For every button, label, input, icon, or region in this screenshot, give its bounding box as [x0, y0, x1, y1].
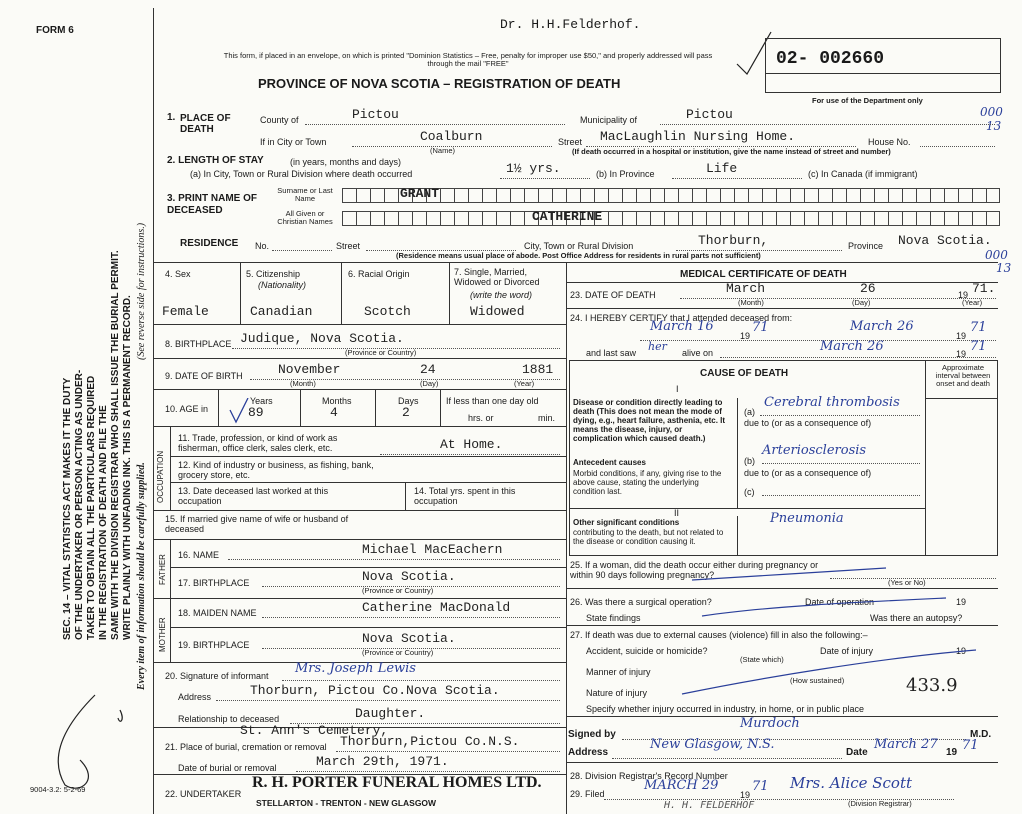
attended-to: March 26 [850, 319, 914, 334]
q27-sustained-hint: (How sustained) [790, 676, 845, 685]
cause-b-value: Arteriosclerosis [762, 443, 867, 458]
father-side-label: FATHER [158, 554, 167, 585]
postal-note: This form, if placed in an envelope, on which is printed "Dominion Statistics – Free, penalty for improper use $50," and properly addressed will pass through the mail "FREE" [223, 51, 713, 68]
dod-year: 71. [972, 281, 996, 296]
q27-strike-line [680, 648, 980, 698]
surname-value: GRANT [400, 186, 440, 201]
medical-header: MEDICAL CERTIFICATE OF DEATH [680, 269, 847, 280]
form-title: PROVINCE OF NOVA SCOTIA – REGISTRATION OF DEATH [258, 76, 621, 91]
other-conditions-value: Pneumonia [770, 511, 844, 526]
father-name-value: Michael MacEachern [362, 542, 503, 557]
father-birthplace-hint: (Province or Country) [362, 586, 434, 595]
md-label: M.D. [970, 729, 992, 740]
side-text-8: (See reverse side for instructions.) [136, 222, 147, 360]
dob-month-hint: (Month) [290, 379, 316, 388]
center-divider [566, 262, 567, 814]
q26-strike-line [700, 596, 950, 620]
cause-c-label: (c) [744, 487, 755, 497]
less-than-day-label: If less than one day old [446, 396, 539, 406]
residence-label: RESIDENCE [180, 238, 239, 249]
other-conditions-label: Other significant conditions [573, 518, 680, 527]
informant-address-value: Thorburn, Pictou Co.Nova Scotia. [250, 683, 500, 698]
q27-nature-label: Nature of injury [586, 688, 648, 698]
racial-label: 6. Racial Origin [348, 269, 410, 279]
q26-label: 26. Was there a surgical operation? [570, 597, 712, 607]
cause-header: CAUSE OF DEATH [700, 368, 789, 379]
attended-from-year-prefix: 19 [740, 331, 751, 341]
q26-autopsy-label: Was there an autopsy? [870, 613, 963, 623]
other-conditions-hint: contributing to the death, but not related to the disease or condition causing it. [573, 528, 724, 546]
filed-year-prefix: 19 [740, 790, 751, 800]
stay-b-label: (b) In Province [596, 169, 655, 179]
attended-to-year-prefix: 19 [956, 331, 967, 341]
cause-part-1: I [676, 384, 679, 394]
county-value: Pictou [352, 107, 399, 122]
municipality-value: Pictou [686, 107, 733, 122]
attended-from: March 16 [650, 319, 714, 334]
q27-which-hint: (State which) [740, 655, 784, 664]
cemetery-value: St. Ann's Cemetery, [240, 723, 389, 738]
last-saw-pronoun: her [648, 340, 667, 353]
mother-side-label: MOTHER [158, 617, 167, 652]
antecedent-label: Antecedent causes [573, 458, 646, 467]
stay-b-value: Life [706, 161, 738, 176]
burial-place-label: 21. Place of burial, cremation or removal [165, 742, 327, 752]
mother-birthplace-hint: (Province or Country) [362, 648, 434, 657]
street-label: Street [558, 137, 583, 147]
attended-to-year: 71 [970, 320, 987, 335]
trade-value: At Home. [440, 437, 503, 452]
hours-label: hrs. or [468, 413, 494, 423]
dept-code-1b: 13 [986, 119, 1002, 133]
burial-date-value: March 29th, 1971. [316, 754, 449, 769]
due-to-label-a: due to (or as a consequence of) [744, 418, 872, 428]
dept-code-2b: 13 [996, 261, 1012, 275]
given-names-value: CATHERINE [532, 209, 603, 224]
surname-label: Surname or Last Name [277, 186, 333, 203]
cause-part-2: II [674, 508, 680, 518]
citizenship-label: 5. Citizenship [246, 269, 301, 279]
doctor-stamp: Dr. H.H.Felderhof. [500, 17, 641, 32]
side-text-3: TAKER TO OBTAIN ALL THE PARTICULARS REQUIRED [86, 375, 97, 640]
given-names-label: All Given or Christian Names [277, 209, 333, 226]
county-label: County of [260, 115, 299, 125]
last-worked-label: 13. Date deceased last worked at this occupation [178, 486, 329, 506]
relationship-value: Daughter. [355, 706, 426, 721]
stay-c-label: (c) In Canada (if immigrant) [808, 169, 918, 179]
dob-year: 1881 [522, 362, 554, 377]
q27-accident-label: Accident, suicide or homicide? [586, 646, 708, 656]
dob-day-hint: (Day) [420, 379, 439, 388]
city-name-hint: (Name) [430, 146, 456, 155]
q27-manner-label: Manner of injury [586, 667, 651, 677]
trade-label: 11. Trade, profession, or kind of work as fisherman, office clerk, sales clerk, etc. [178, 433, 338, 453]
filed-year: 71 [752, 779, 769, 794]
sex-value: Female [162, 304, 209, 319]
q26-year-prefix: 19 [956, 597, 967, 607]
dod-label: 23. DATE OF DEATH [570, 290, 656, 300]
side-text-2: OF THE UNDERTAKER OR PERSON ACTING AS UNDER- [74, 369, 85, 640]
residence-province-value: Nova Scotia. [898, 233, 992, 248]
age-years-value: 89 [248, 405, 264, 420]
interval-label: Approximate interval between onset and death [935, 363, 991, 388]
cause-b-label: (b) [744, 456, 755, 466]
printer-code: 9004-3.2: 5-2-69 [30, 785, 86, 794]
dod-month: March [726, 281, 766, 296]
direct-cause-label: Disease or condition directly leading to death (This does not mean the mode of dying, e.g., heart failure, asthenia, etc. It means the disease, injury, or complication which caused death.) [573, 398, 726, 443]
hospital-note: (If death occurred in a hospital or institution, give the name instead of street and number) [572, 147, 891, 156]
attended-from-year: 71 [752, 320, 769, 335]
city-label: If in City or Town [260, 137, 327, 147]
racial-value: Scotch [364, 304, 411, 319]
minutes-label: min. [538, 413, 556, 423]
residence-no-label: No. [255, 241, 270, 251]
signature-year: 71 [962, 738, 979, 753]
surname-boxes [342, 188, 1000, 203]
total-years-label: 14. Total yrs. spent in this occupation [414, 486, 516, 506]
age-check-mark [228, 398, 250, 424]
birthplace-value: Judique, Nova Scotia. [240, 331, 404, 346]
registration-number-box [765, 38, 1001, 93]
city-value: Coalburn [420, 129, 483, 144]
age-months-value: 4 [330, 405, 338, 420]
birthplace-hint: (Province or Country) [345, 348, 417, 357]
stay-a-value: 1½ yrs. [506, 161, 561, 176]
dod-day-hint: (Day) [852, 298, 871, 307]
age-days-value: 2 [402, 405, 410, 420]
age-label: 10. AGE in [165, 404, 209, 414]
registrar-record-label: 28. Division Registrar's Record Number [570, 771, 728, 781]
form-left-border [153, 8, 154, 814]
cause-a-label: (a) [744, 407, 755, 417]
father-birthplace-label: 17. BIRTHPLACE [178, 578, 250, 588]
cause-code: 433.9 [906, 675, 958, 696]
margin-initial-scrawl [20, 690, 140, 800]
informant-signature: Mrs. Joseph Lewis [295, 661, 416, 676]
registrar-hint: (Division Registrar) [848, 799, 912, 808]
mother-name-value: Catherine MacDonald [362, 600, 511, 615]
dept-code-1: 000 [980, 105, 1003, 119]
registrar-signature: Mrs. Alice Scott [790, 774, 912, 792]
registrar-stamp: H. H. FELDERHOF [664, 800, 755, 811]
stay-a-label: (a) In City, Town or Rural Division where death occurred [190, 169, 413, 179]
occupation-side-label: OCCUPATION [156, 450, 165, 503]
age-days-label: Days [398, 396, 419, 406]
side-text-4: IN THE REGISTRATION OF DEATH AND FILE THE [98, 405, 109, 640]
undertaker-name: R. H. PORTER FUNERAL HOMES LTD. [252, 774, 542, 791]
q26-date-label: Date of operation [805, 597, 875, 607]
industry-label: 12. Kind of industry or business, as fishing, bank, grocery store, etc. [178, 460, 374, 480]
municipality-label: Municipality of [580, 115, 638, 125]
filed-label: 29. Filed [570, 789, 605, 799]
undertaker-towns: STELLARTON - TRENTON - NEW GLASGOW [256, 798, 437, 808]
relationship-label: Relationship to deceased [178, 714, 280, 724]
burial-place-value: Thorburn,Pictou Co.N.S. [340, 734, 520, 749]
signed-by-label: Signed by [568, 729, 616, 740]
q27-label: 27. If death was due to external causes (violence) fill in also the following:– [570, 630, 868, 640]
cause-a-value: Cerebral thrombosis [764, 395, 900, 410]
form-number: FORM 6 [36, 25, 74, 36]
age-years-label: Years [250, 396, 273, 406]
citizenship-hint: (Nationality) [258, 280, 307, 290]
q27-year-prefix: 19 [956, 646, 967, 656]
father-birthplace-value: Nova Scotia. [362, 569, 456, 584]
registration-number: 02- 002660 [776, 49, 885, 69]
filed-date: MARCH 29 [644, 778, 719, 793]
stay-label: 2. LENGTH OF STAY [167, 155, 264, 166]
signature-date: March 27 [874, 737, 938, 752]
place-num: 1. [167, 112, 176, 123]
side-text-6: WRITE PLAINLY WITH UNFADING INK. THIS IS A PERMANENT RECORD. [122, 295, 133, 640]
mother-name-label: 18. MAIDEN NAME [178, 608, 257, 618]
street-value: MacLaughlin Nursing Home. [600, 129, 796, 144]
physician-address: New Glasgow, N.S. [650, 737, 775, 752]
dod-month-hint: (Month) [738, 298, 764, 307]
informant-address-label: Address [178, 692, 212, 702]
marital-label: 7. Single, Married, Widowed or Divorced [454, 267, 540, 287]
sex-label: 4. Sex [165, 269, 191, 279]
q27-specify-label: Specify whether injury occurred in industry, in home, or in public place [586, 704, 864, 714]
citizenship-value: Canadian [250, 304, 313, 319]
marital-value: Widowed [470, 304, 525, 319]
dob-year-hint: (Year) [514, 379, 535, 388]
q25-label: 25. If a woman, did the death occur either during pregnancy or within 90 days following pregnancy? [570, 560, 819, 580]
certify-label: 24. I HEREBY CERTIFY that I attended deceased from: [570, 313, 793, 323]
due-to-label-b: due to (or as a consequence of) [744, 468, 872, 478]
dod-year-hint: (Year) [962, 298, 983, 307]
mother-birthplace-value: Nova Scotia. [362, 631, 456, 646]
dept-code-2: 000 [985, 248, 1008, 262]
department-use-note: For use of the Department only [812, 96, 923, 105]
q26-findings-label: State findings [586, 613, 641, 623]
residence-province-label: Province [848, 241, 884, 251]
dod-year-prefix: 19 [958, 290, 969, 300]
mother-birthplace-label: 19. BIRTHPLACE [178, 640, 250, 650]
section-divider [153, 262, 998, 263]
marital-hint: (write the word) [470, 290, 533, 300]
last-saw-label: and last saw [586, 348, 637, 358]
physician-signature: Murdoch [740, 716, 800, 731]
residence-city-value: Thorburn, [698, 233, 769, 248]
place-label: PLACE OF DEATH [180, 113, 231, 135]
spouse-label: 15. If married give name of wife or husband of deceased [165, 514, 349, 534]
signature-year-prefix: 19 [946, 747, 958, 758]
given-names-boxes [342, 211, 1000, 226]
dob-day: 24 [420, 362, 436, 377]
father-name-label: 16. NAME [178, 550, 220, 560]
burial-date-label: Date of burial or removal [178, 763, 277, 773]
birthplace-label: 8. BIRTHPLACE [165, 339, 232, 349]
dod-day: 26 [860, 281, 876, 296]
deceased-name-label: 3. PRINT NAME OF DECEASED [167, 193, 258, 216]
side-text-7: Every item of information should be carefully supplied. [136, 462, 147, 690]
house-no-label: House No. [868, 137, 911, 147]
residence-street-label: Street [336, 241, 361, 251]
side-text-5: SAME WITH THE DIVISION REGISTRAR WHO SHALL ISSUE THE BURIAL PERMIT. [110, 250, 121, 640]
dob-month: November [278, 362, 341, 377]
q25-hint: (Yes or No) [888, 578, 926, 587]
residence-city-label: City, Town or Rural Division [524, 241, 634, 251]
stay-hint: (in years, months and days) [290, 157, 402, 167]
alive-year-prefix: 19 [956, 349, 967, 359]
residence-note: (Residence means usual place of abode. Post Office Address for residents in rural parts not sufficient) [396, 251, 761, 260]
informant-sig-label: 20. Signature of informant [165, 671, 269, 681]
alive-on-value: March 26 [820, 339, 884, 354]
undertaker-label: 22. UNDERTAKER [165, 789, 242, 799]
age-months-label: Months [322, 396, 352, 406]
side-text-1: SEC. 14 – VITAL STATISTICS ACT MAKES IT THE DUTY [62, 377, 73, 640]
dob-label: 9. DATE OF BIRTH [165, 371, 243, 381]
q25-strike-line [690, 566, 890, 586]
q27-date-label: Date of injury [820, 646, 874, 656]
signature-date-label: Date [846, 747, 868, 758]
physician-address-label: Address [568, 747, 609, 758]
alive-year: 71 [970, 339, 987, 354]
antecedent-hint: Morbid conditions, if any, giving rise to the above cause, stating the underlying condition last. [573, 469, 722, 496]
alive-on-label: alive on [682, 348, 714, 358]
